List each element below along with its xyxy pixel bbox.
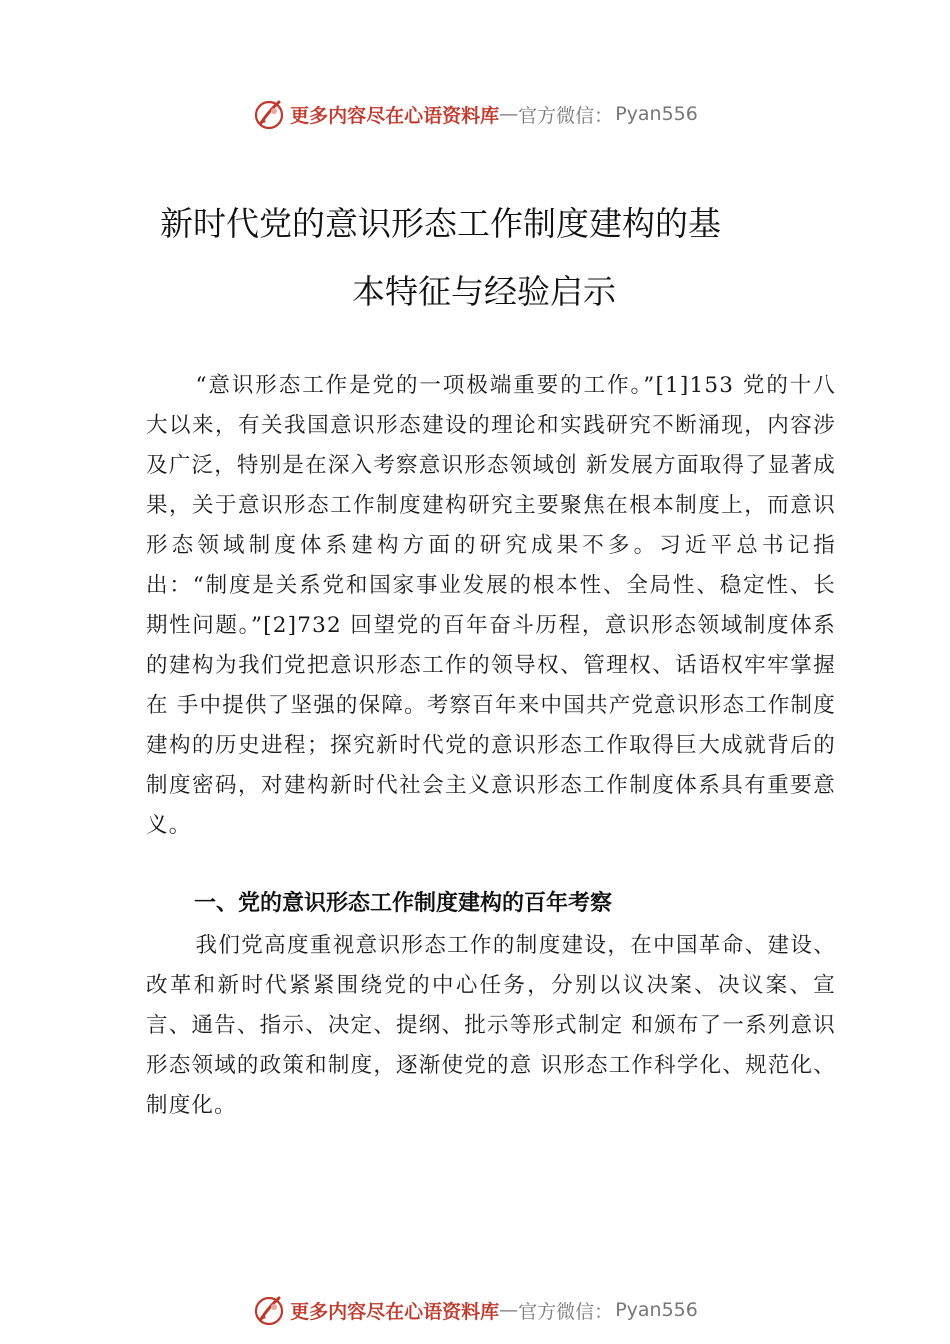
footer-separator: — [499,1299,519,1321]
section-paragraph: 我们党高度重视意识形态工作的制度建设，在中国革命、建设、改革和新时代紧紧围绕党的中心任务，分别以议决案、决议案、宣言、通告、指示、决定、提纲、批示等形式制定 和颁布了一系列意识形态领域的政策和制度，逐渐使党的意 识形态工作科学化、规范化、制度化。 [146,933,836,1118]
banner-official-label: 官方微信： [518,104,614,127]
banner-main-text: 更多内容尽在心语资料库 [290,104,500,127]
brush-logo-icon [252,97,286,131]
footer-account: Pyan556 [615,1299,698,1321]
intro-paragraph: “意识形态工作是党的一项极端重要的工作。”[1]153 党的十八大以来，有关我国意识形态建设的理论和实践研究不断涌现，内容涉及广泛，特别是在深入考察意识形态领域创 新发展方面取得了显著成果，关于意识形态工作制度建构研究主要聚焦在根本制度上，而意识形态领域制度体系建构方面的研究成果不多。习近平总书记指出：“制度是关系党和国家事业发展的根本性、全局性、稳定性、长期性问题。”[2]732 回望党的百年奋斗历程，意识形态领域制度体系的建构为我们党把意识形态工作的领导权、管理权、话语权牢牢掌握在 手中提供了坚强的保障。考察百年来中国共产党意识形态工作制度建构的历史进程；探究新时代党的意识形态工作取得巨大成就背后的制度密码，对建构新时代社会主义意识形态工作制度体系具有重要意义。 [146,373,836,838]
intro-paragraph-block [146,366,836,846]
banner-account: Pyan556 [615,103,698,125]
section-heading: 一、党的意识形态工作制度建构的百年考察 [194,891,613,916]
header-banner [0,94,950,134]
page-title-line2: 本特征与经验启示 [352,272,616,311]
section-paragraph-block [146,926,836,1126]
page-title-line1: 新时代党的意识形态工作制度建构的基 [160,204,721,243]
footer-official-label: 官方微信： [518,1300,614,1323]
footer-banner [0,1290,950,1330]
brush-logo-icon [252,1293,286,1327]
footer-main-text: 更多内容尽在心语资料库 [290,1300,500,1323]
banner-separator: — [499,103,519,125]
